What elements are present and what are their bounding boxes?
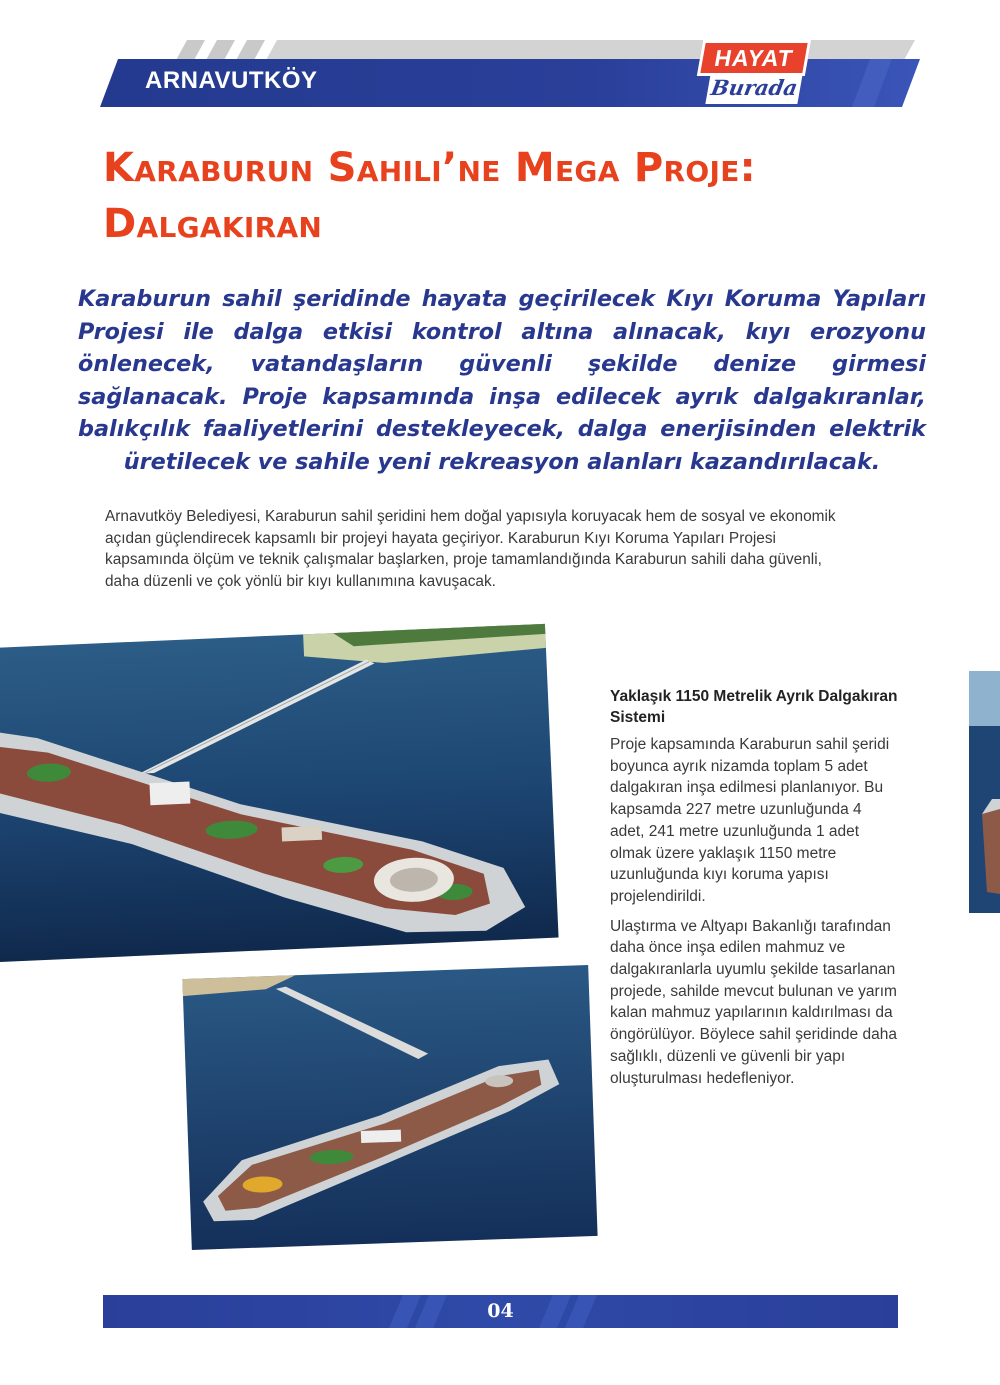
side-paragraph-2: Ulaştırma ve Altyapı Bakanlığı tarafından daha önce inşa edilen mahmuz ve dalgakıranlarla uyumlu şekilde tasarlanan projede, sahilde mevcut bulunan ve yarım kalan mahmuz yapılarının kaldırılması da öngörülüyor. Böylece sahil şeridinde daha sağlıklı, düzenli ve güvenli bir yapı oluşturulması hedefleniyor. — [610, 917, 897, 1087]
section-label: ARNAVUTKÖY — [145, 67, 318, 94]
side-column — [610, 686, 900, 1097]
hayat-burada-logo — [700, 40, 808, 108]
logo-bottom-text: Burada — [705, 74, 802, 104]
article-intro: Arnavutköy Belediyesi, Karaburun sahil şeridini hem doğal yapısıyla koruyacak hem de sosyal ve ekonomik açıdan güçlendirecek kapsamlı bir projeyi hayata geçiriyor. Karaburun Kıyı Koruma Yapıları Projesi kapsamında ölçüm ve teknik çalışmalar başlarken, proje tamamlandığında Karaburun sahili daha güvenli, daha düzenli ve çok yönlü bir kıyı kullanımına kavuşacak. — [105, 508, 836, 590]
breakwater-render-photo-small — [175, 958, 605, 1257]
page-header — [0, 36, 1000, 116]
article-title: Karaburun Sahili’ne Mega Proje: Dalgakıran — [103, 145, 756, 247]
page-number: 04 — [487, 1300, 514, 1322]
breakwater-render-photo-large — [0, 616, 567, 971]
article-lead: Karaburun sahil şeridinde hayata geçirilecek Kıyı Koruma Yapıları Projesi ile dalga etkisi kontrol altına alınacak, kıyı erozyonu önlenecek, vatandaşların güvenli şekilde denize girmesi sağlanacak. Proje kapsamında inşa edilecek ayrık dalgakıranlar, balıkçılık faaliyetlerini destekleyecek, dalga enerjisinden elektrik üretilecek ve sahile yeni rekreasyon alanları kazandırılacak. — [78, 286, 926, 475]
breakwater-render-photo-cropped — [962, 664, 1000, 920]
side-subheading: Yaklaşık 1150 Metrelik Ayrık Dalgakıran Sistemi — [610, 688, 898, 726]
page-footer — [103, 1295, 898, 1328]
logo-top-text: HAYAT — [697, 40, 811, 76]
side-paragraph-1: Proje kapsamında Karaburun sahil şeridi boyunca ayrık nizamda toplam 5 adet dalgakıran inşa edilmesi planlanıyor. Bu kapsamda 227 metre uzunluğunda 4 adet, 241 metre uzunluğunda 1 adet olmak üzere yaklaşık 1150 metre uzunluğunda kıyı koruma yapısı projelendirildi. — [610, 736, 890, 905]
